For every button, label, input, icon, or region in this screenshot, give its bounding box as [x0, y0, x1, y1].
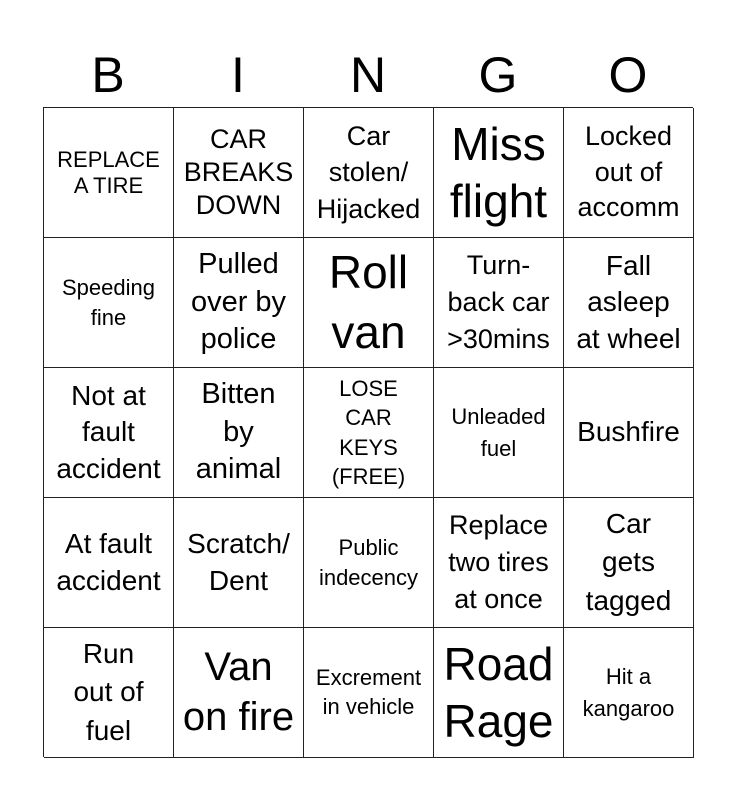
cell-label: LOSE CAR KEYS (FREE): [331, 376, 406, 489]
header-letter-i: I: [231, 47, 245, 103]
cell-label: Roll van: [328, 245, 409, 358]
bingo-cell[interactable]: [44, 368, 174, 498]
bingo-cell[interactable]: [434, 498, 564, 628]
bingo-cell[interactable]: [304, 628, 434, 758]
bingo-cell[interactable]: [434, 238, 564, 368]
cell-label: Scratch/ Dent: [187, 527, 290, 596]
cell-label: Road Rage: [443, 638, 554, 747]
bingo-cell[interactable]: [44, 498, 174, 628]
header-letter-o: O: [608, 47, 648, 103]
bingo-cell[interactable]: [434, 108, 564, 238]
bingo-cell[interactable]: [174, 108, 304, 238]
cell-label: Car gets tagged: [585, 507, 672, 616]
bingo-cell[interactable]: [564, 498, 694, 628]
bingo-cell[interactable]: [304, 498, 434, 628]
bingo-cell[interactable]: [434, 628, 564, 758]
header-letter-n: N: [349, 47, 387, 103]
bingo-cell[interactable]: [304, 238, 434, 368]
bingo-cell[interactable]: [44, 108, 174, 238]
cell-label: Locked out of accomm: [577, 121, 680, 223]
cell-label: Bitten by animal: [195, 377, 282, 486]
cell-label: Van on fire: [182, 645, 295, 739]
cell-label: REPLACE A TIRE: [57, 146, 160, 198]
cell-label: CAR BREAKS DOWN: [183, 124, 294, 220]
bingo-header: [43, 44, 693, 106]
header-letter-b: B: [91, 47, 125, 103]
cell-label: Unleaded fuel: [451, 403, 546, 461]
header-letter-g: G: [478, 47, 518, 103]
cell-label: Run out of fuel: [73, 637, 144, 746]
bingo-cell[interactable]: [304, 368, 434, 498]
cell-label: Miss flight: [449, 118, 548, 227]
cell-label: Public indecency: [318, 534, 419, 590]
cell-label: Turn- back car >30mins: [447, 249, 550, 355]
cell-label: Hit a kangaroo: [582, 663, 675, 721]
cell-label: Not at fault accident: [56, 379, 161, 484]
bingo-cell[interactable]: [304, 108, 434, 238]
cell-label: At fault accident: [56, 527, 161, 596]
bingo-cell[interactable]: [564, 238, 694, 368]
bingo-cell[interactable]: [564, 628, 694, 758]
bingo-board: [43, 107, 693, 757]
cell-label: Speeding fine: [62, 274, 155, 330]
bingo-cell[interactable]: [174, 498, 304, 628]
bingo-cell[interactable]: [44, 628, 174, 758]
cell-label: Fall asleep at wheel: [576, 249, 681, 354]
bingo-cell[interactable]: [174, 368, 304, 498]
cell-label: Bushfire: [577, 416, 680, 448]
bingo-cell[interactable]: [174, 238, 304, 368]
bingo-cell[interactable]: [564, 108, 694, 238]
bingo-cell[interactable]: [434, 368, 564, 498]
cell-label: Replace two tires at once: [448, 510, 549, 614]
cell-label: Pulled over by police: [190, 247, 287, 356]
cell-label: Car stolen/ Hijacked: [316, 121, 421, 224]
bingo-cell[interactable]: [44, 238, 174, 368]
bingo-cell[interactable]: [174, 628, 304, 758]
cell-label: Excrement in vehicle: [315, 664, 422, 719]
bingo-cell[interactable]: [564, 368, 694, 498]
